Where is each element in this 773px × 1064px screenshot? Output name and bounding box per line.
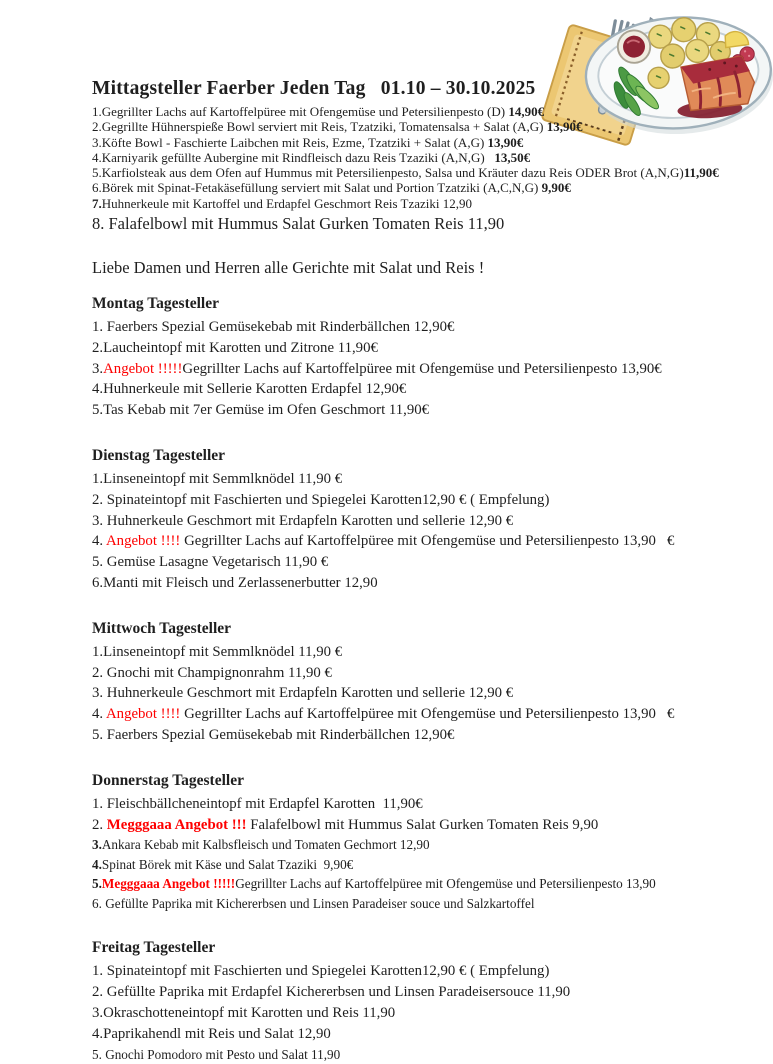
menu-item-text: 3.Okraschotteneintopf mit Karotten und Reis 11,90 [92,1005,396,1022]
menu-item [92,150,747,165]
menu-item [92,573,747,594]
menu-item-text: 1. Spinateintopf mit Faschierten und Spiegelei Karotten12,90 € ( Empfelung) [92,963,550,980]
menu-item-text: Gegrillter Lachs auf Kartoffelpüree mit Ofengemüse und Petersilienpesto 13,90€ [182,360,662,377]
menu-item-text: 5. Gemüse Lasagne Vegetarisch 11,90 € [92,554,329,571]
menu-item [92,663,747,684]
section-menu-list [92,642,747,746]
menu-item-text: 1. Faerbers Spezial Gemüsekebab mit Rinderbällchen 12,90€ [92,319,455,336]
greeting-note: Liebe Damen und Herren alle Gerichte mit Salat und Reis ! [92,258,485,278]
menu-item-text: 4. [92,856,102,872]
menu-item-text: 7. [92,195,102,211]
menu-item-text: 1.Linseneintopf mit Semmlknödel 11,90 € [92,471,343,488]
menu-item-text: Gegrillter Lachs auf Kartoffelpüree mit Ofengemüse und Petersilienpesto 13,90 € [184,533,675,550]
menu-item [92,338,747,359]
menu-item [92,359,747,380]
menu-item [92,794,747,815]
section-donnerstag [92,772,747,914]
menu-item [92,1024,747,1045]
menu-item [92,961,747,982]
menu-item [92,894,747,914]
menu-item-text: Spinat Börek mit Käse und Salat Tzaziki 9,90€ [101,856,354,872]
menu-item-text: 3. [92,837,102,853]
menu-item [92,874,747,894]
menu-item [92,469,747,490]
menu-item-text: 6.Manti mit Fleisch und Zerlassenerbutter 12,90 [92,575,378,592]
menu-item-text: 6.Börek mit Spinat-Fetakäsefüllung serviert mit Salat und Portion Tzatziki (A,C,N,G) [92,180,542,196]
section-heading: Freitag Tagesteller [92,939,216,957]
menu-item-text: 2. Gefüllte Paprika mit Erdapfel Kichererbsen und Linsen Paradeisersouce 11,90 [92,984,571,1001]
menu-item-text: 3. [92,360,104,377]
menu-item [92,379,747,400]
menu-item [92,119,747,134]
section-menu-list [92,317,747,421]
menu-item-text: Gegrillter Lachs auf Kartoffelpüree mit Ofengemüse und Petersilienpesto 13,90 € [184,706,675,723]
menu-item-text: 6. Gefüllte Paprika mit Kichererbsen und Linsen Paradeiser souce und Salzkartoffel [92,895,535,911]
menu-item-text: 3. Huhnerkeule Geschmort mit Erdapfeln Karotten und sellerie 12,90 € [92,685,514,702]
menu-item-text: Gegrillter Lachs auf Kartoffelpüree mit Ofengemüse und Petersilienpesto 13,90 [235,876,656,892]
menu-item-text: 3.Köfte Bowl - Faschierte Laibchen mit Reis, Ezme, Tzatziki + Salat (A,G) [92,134,488,150]
menu-item-text: 2.Gegrillte Hühnerspieße Bowl serviert mit Reis, Tzatziki, Tomatensalsa + Salat (A,G) [92,119,547,135]
menu-content [92,78,747,1064]
section-dienstag [92,447,747,594]
section-menu-list [92,469,747,594]
section-heading: Montag Tagesteller [92,295,219,313]
menu-item-text: 5.Karfiolsteak aus dem Ofen auf Hummus mit Petersilienpesto, Salsa und Kräuter dazu Reis ODER Brot (A,N,G) [92,165,684,181]
offer-highlight-text: Angebot !!!!! [103,360,183,377]
menu-item-text: Huhnerkeule mit Kartoffel und Erdapfel Geschmort Reis Tzaziki 12,90 [101,195,473,211]
menu-item [92,531,747,552]
section-mittwoch [92,620,747,746]
menu-item-text: 2. [92,816,107,833]
menu-item-text: 4. [92,706,106,723]
menu-item [92,725,747,746]
offer-highlight-text: Megggaaa Angebot !!!!! [101,876,236,892]
menu-item-text: 1.Gegrillter Lachs auf Kartoffelpüree mit Ofengemüse und Petersilienpesto (D) [92,104,509,119]
menu-item [92,196,747,211]
menu-item [92,835,747,855]
menu-item [92,815,747,836]
section-heading: Dienstag Tagesteller [92,447,226,465]
menu-item [92,704,747,725]
menu-item-text: 5. Gnochi Pomodoro mit Pesto und Salat 11,90 [92,1046,341,1062]
menu-item-text: 5. [92,876,102,892]
menu-item [92,180,747,195]
offer-highlight-text: Megggaaa Angebot !!! [106,816,251,833]
menu-item-text: 11,90€ [683,165,719,181]
menu-item [92,982,747,1003]
menu-item-text: 5. Faerbers Spezial Gemüsekebab mit Rinderbällchen 12,90€ [92,727,455,744]
menu-item-text: 2. Spinateintopf mit Faschierten und Spiegelei Karotten12,90 € ( Empfelung) [92,491,550,508]
menu-item [92,683,747,704]
menu-item [92,104,747,119]
menu-item-text: 4.Karniyarik gefüllte Aubergine mit Rindfleisch dazu Reis Tzaziki (A,N,G) [92,149,495,165]
menu-item-text: 8. Falafelbowl mit Hummus Salat Gurken Tomaten Reis 11,90 [92,214,505,234]
menu-item [92,552,747,573]
menu-item-text: 3. Huhnerkeule Geschmort mit Erdapfeln Karotten und sellerie 12,90 € [92,512,514,529]
menu-item [92,1045,747,1064]
menu-item-text: 4.Paprikahendl mit Reis und Salat 12,90 [92,1025,331,1042]
menu-item [92,490,747,511]
section-menu-list [92,794,747,914]
section-menu-list [92,961,747,1064]
menu-item-text: 5.Tas Kebab mit 7er Gemüse im Ofen Geschmort 11,90€ [92,402,430,419]
menu-item [92,855,747,875]
menu-item-text: 13,50€ [494,149,531,165]
menu-item-text: 13,90€ [487,134,524,150]
menu-item-text: 2.Laucheintopf mit Karotten und Zitrone 11,90€ [92,339,378,356]
offer-highlight-text: Angebot !!!! [105,706,185,723]
menu-item-text: 1.Linseneintopf mit Semmlknödel 11,90 € [92,643,343,660]
menu-item-text: 4.Huhnerkeule mit Sellerie Karotten Erdapfel 12,90€ [92,381,407,398]
section-freitag [92,939,747,1064]
menu-item [92,400,747,421]
sauce-bowl [617,30,651,64]
menu-item-text: 4. [92,533,106,550]
section-heading: Donnerstag Tagesteller [92,771,244,789]
menu-item-text: 1. Fleischbällcheneintopf mit Erdapfel Karotten 11,90€ [92,795,423,812]
intro-menu-list [92,104,747,235]
offer-highlight-text: Angebot !!!! [105,533,185,550]
menu-item [92,642,747,663]
page-title: Mittagsteller Faerber Jeden Tag 01.10 – 30.10.2025 [92,78,536,99]
menu-item [92,165,747,180]
menu-item-text: 13,90€ [546,119,583,135]
menu-item-text: 9,90€ [541,180,571,196]
menu-item-text: 2. Gnochi mit Champignonrahm 11,90 € [92,664,332,681]
menu-item [92,135,747,150]
section-heading: Mittwoch Tagesteller [92,619,232,637]
menu-item [92,511,747,532]
menu-item-text: Ankara Kebab mit Kalbsfleisch und Tomaten Gechmort 12,90 [101,837,430,853]
menu-item [92,213,747,235]
menu-item-text: Falafelbowl mit Hummus Salat Gurken Tomaten Reis 9,90 [250,816,599,833]
section-montag [92,295,747,421]
menu-item-text: 14,90€ [508,104,545,119]
menu-item [92,317,747,338]
menu-item [92,1003,747,1024]
